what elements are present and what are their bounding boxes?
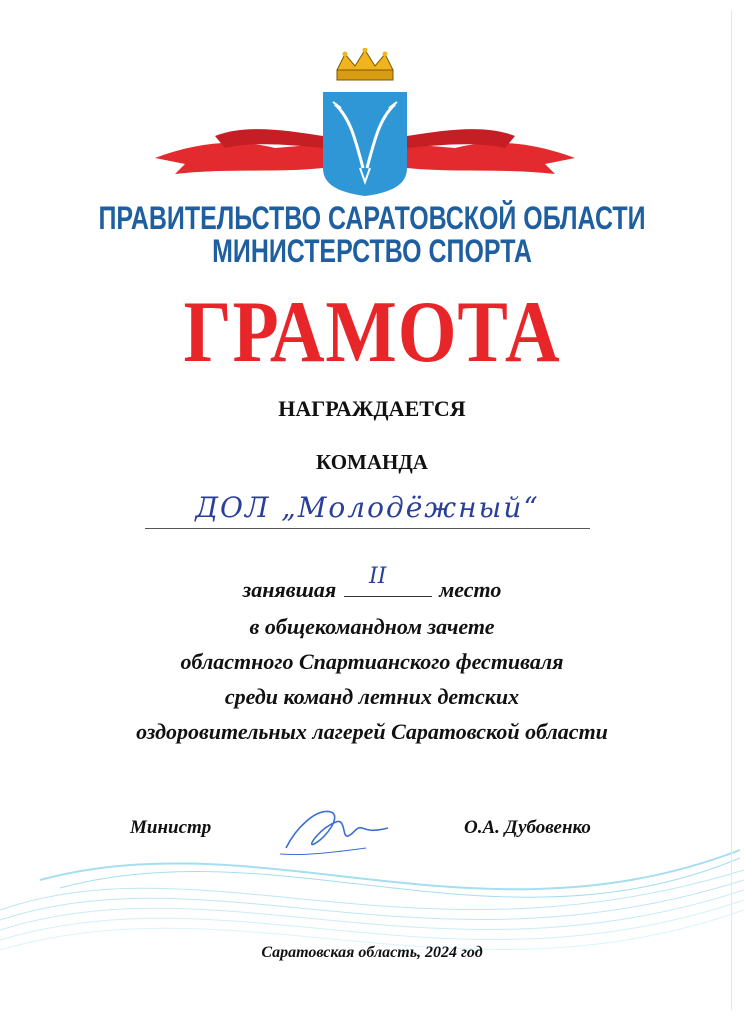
place-value-handwritten: II <box>369 564 387 589</box>
team-label: КОМАНДА <box>316 450 428 474</box>
government-heading: ПРАВИТЕЛЬСТВО САРАТОВСКОЙ ОБЛАСТИ <box>98 200 646 236</box>
body-line: в общекомандном зачете <box>249 614 495 639</box>
signatory-role: Министр <box>130 817 212 838</box>
certificate-title: ГРАМОТА <box>183 284 561 381</box>
coat-of-arms-emblem <box>155 48 575 208</box>
place-line <box>0 564 744 603</box>
handwritten-signature <box>276 798 396 862</box>
team-name-handwritten: ДОЛ „Молодёжный“ <box>145 488 590 529</box>
place-suffix: место <box>439 577 502 602</box>
place-blank <box>344 564 432 597</box>
place-prefix: занявшая <box>242 577 337 602</box>
ministry-heading: МИНИСТЕРСТВО СПОРТА <box>212 233 532 269</box>
signatory-name: О.А. Дубовенко <box>464 817 591 838</box>
page-edge <box>731 10 732 1010</box>
footer-location-year: Саратовская область, 2024 год <box>261 944 483 961</box>
crown-icon <box>337 48 393 80</box>
body-line: областного Спартианского фестиваля <box>180 649 564 674</box>
body-line: среди команд летних детских <box>224 684 520 709</box>
body-line: оздоровительных лагерей Саратовской области <box>136 719 608 744</box>
awarded-heading: НАГРАЖДАЕТСЯ <box>278 396 466 421</box>
